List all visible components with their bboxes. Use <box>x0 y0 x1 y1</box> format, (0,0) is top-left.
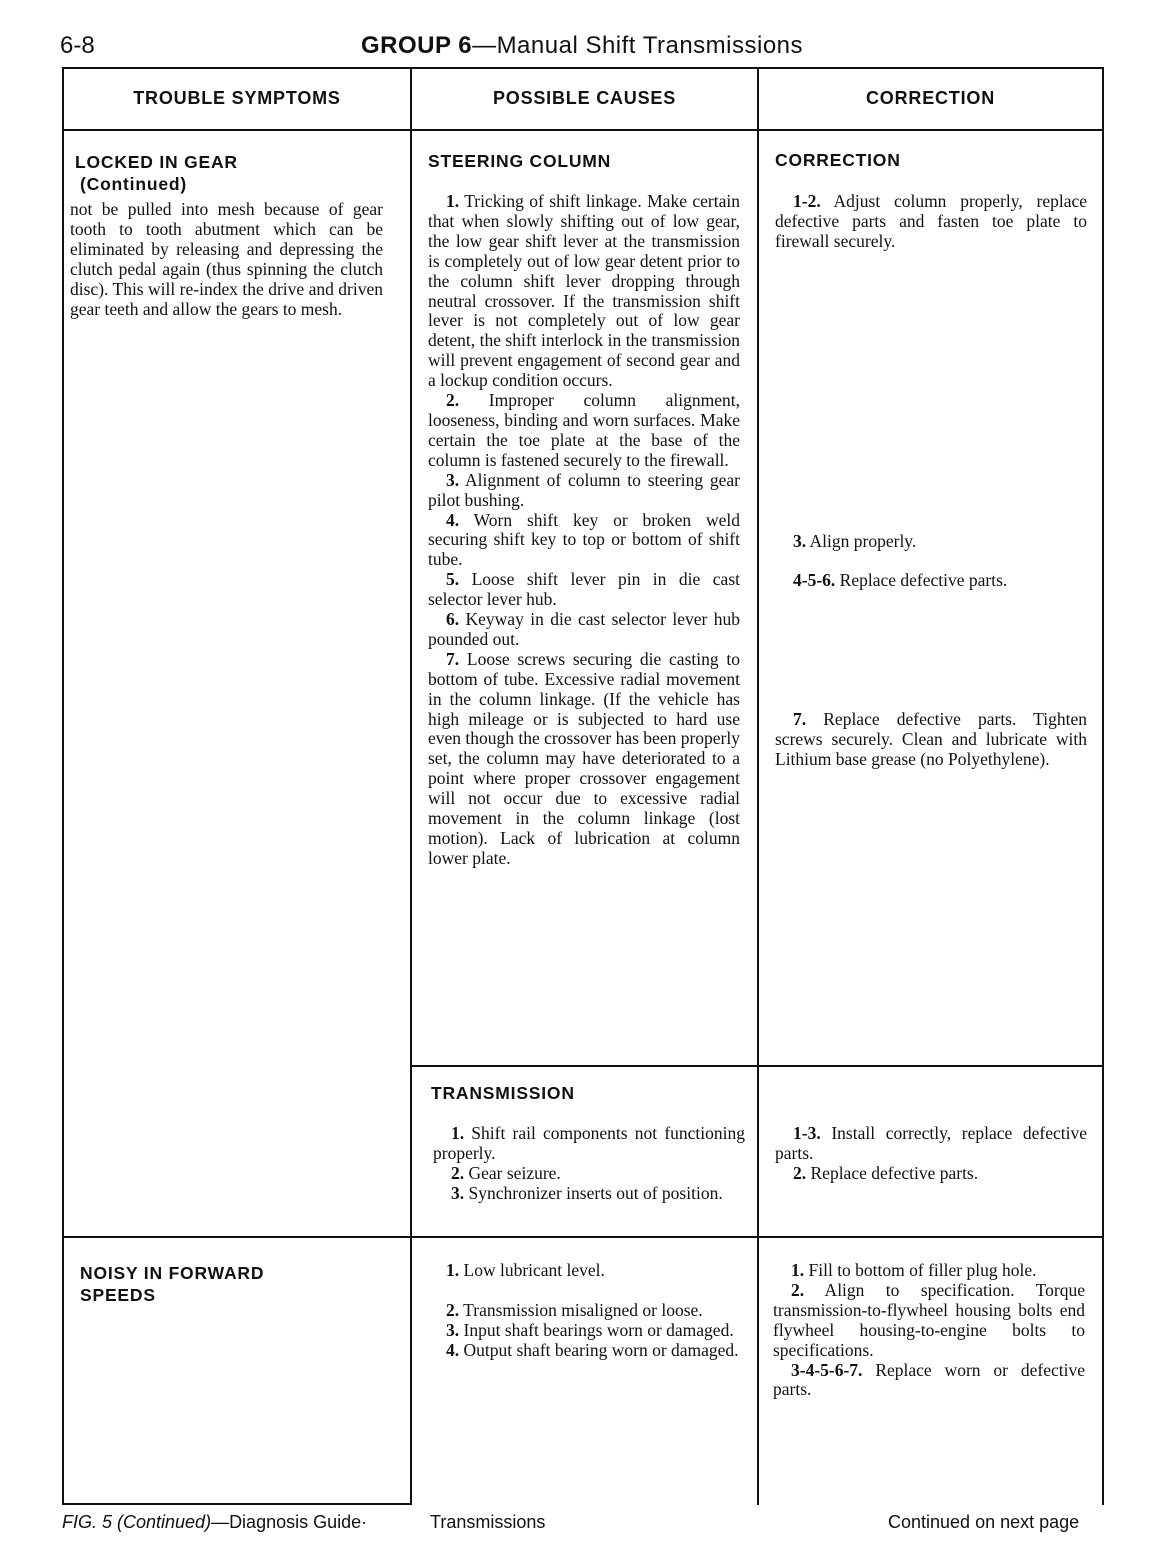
correction-item-1-2: 1-2. Adjust column properly, replace defective parts and fasten toe plate to firewall securely. <box>775 191 1087 251</box>
correction-item-4-5-6: 4-5-6. Replace defective parts. <box>793 570 1008 590</box>
column-header-correction: CORRECTION <box>866 88 995 108</box>
causes-heading-transmission: TRANSMISSION <box>431 1083 575 1103</box>
table-left-border <box>62 67 64 1505</box>
list-item: 1. Tricking of shift linkage. Make certain that when slowly shifting out of low gear, the low gear shift lever at the transmission is completely out of low gear detent prior to the column shift lever dropping through neutral crossover. If the transmission shift lever is not completely out of low gear detent, the shift interlock in the transmission will prevent engagement of second gear and a lockup condition occurs. <box>428 191 740 391</box>
correction-item-3: 3. Align properly. <box>793 531 917 551</box>
causes-list-noisy <box>428 1261 740 1361</box>
figure-label: FIG. 5 (Continued) <box>62 1512 212 1532</box>
list-item: 3. Alignment of column to steering gear pilot bushing. <box>428 469 740 510</box>
list-item: 4. Output shaft bearing worn or damaged. <box>446 1339 739 1360</box>
table-right-border <box>1102 67 1104 1505</box>
list-item: 3. Synchronizer inserts out of position. <box>451 1182 723 1203</box>
list-item: 5. Loose shift lever pin in die cast selector lever hub. <box>428 569 740 610</box>
group-label: GROUP 6 <box>360 32 473 59</box>
correction-item-7: 7. Replace defective parts. Tighten screws securely. Clean and lubricate with Lithium base grease (no Polyethylene). <box>775 709 1087 769</box>
list-item: 7. Loose screws securing die casting to bottom of tube. Excessive radial movement in the column linkage. (If the vehicle has high mileage or is subjected to hard use even though the crossover has been properly set, the column may have deteriorated to a point where proper crossover engagement will not occur due to excessive radial movement in the column linkage (lost motion). Lack of lubrication at column lower plate. <box>428 648 740 868</box>
causes-list-steering-column <box>428 192 740 869</box>
list-item: 6. Keyway in die cast selector lever hub pounded out. <box>428 609 740 649</box>
list-item: 2. Gear seizure. <box>451 1162 561 1183</box>
list-item: 2. Improper column alignment, looseness, binding and worn surfaces. Make certain the toe plate at the base of the column is fastened securely to the firewall. <box>428 390 740 470</box>
continued-note: Continued on next page <box>888 1512 1080 1532</box>
causes-list-transmission <box>433 1124 745 1204</box>
header-bottom-border <box>62 129 1104 131</box>
symptom-title-noisy-in-forward-speeds: NOISY IN FORWARD SPEEDS <box>80 1263 265 1305</box>
group-title: —Manual Shift Transmissions <box>472 32 804 59</box>
table-bottom-border <box>62 1503 412 1505</box>
list-item: 3-4-5-6-7. Replace worn or defective parts. <box>773 1359 1085 1400</box>
column-divider-2 <box>757 67 759 1505</box>
column-header-symptoms: TROUBLE SYMPTOMS <box>133 88 341 108</box>
list-item: 1. Fill to bottom of filler plug hole. <box>791 1260 1037 1280</box>
corrections-list-transmission <box>775 1124 1087 1184</box>
corrections-list-noisy <box>773 1261 1085 1400</box>
list-item: 3. Input shaft bearings worn or damaged. <box>446 1319 734 1340</box>
symptom-text-locked-in-gear: not be pulled into mesh because of gear tooth to tooth abutment which can be eliminated by releasing and depressing the clutch pedal again (thus spinning the clutch disc). This will re-index the drive and driven gear teeth and allow the gears to mesh. <box>70 199 383 319</box>
list-item: 2. Replace defective parts. <box>793 1162 979 1183</box>
page-header <box>0 32 1164 60</box>
figure-caption-subject: Transmissions <box>430 1512 546 1532</box>
figure-caption <box>62 1512 367 1533</box>
list-item: 4. Worn shift key or broken weld securing shift key to top or bottom of shift tube. <box>428 509 740 570</box>
page-number: 6-8 <box>60 32 95 59</box>
list-item: 1. Low lubricant level. <box>446 1260 605 1280</box>
symptom-subtitle-continued: (Continued) <box>80 174 187 194</box>
row-divider-noisy <box>62 1236 1104 1238</box>
figure-caption-text: —Diagnosis Guide· <box>211 1512 368 1532</box>
list-item: 1-3. Install correctly, replace defective parts. <box>775 1123 1087 1163</box>
list-item: 2. Align to specification. Torque transmission-to-flywheel housing bolts end flywheel housing-to-engine bolts to specifications. <box>773 1279 1085 1360</box>
row-divider-transmission <box>410 1065 1104 1067</box>
list-item: 1. Shift rail components not functioning properly. <box>433 1123 745 1163</box>
column-header-causes: POSSIBLE CAUSES <box>492 88 677 108</box>
causes-heading-steering-column: STEERING COLUMN <box>428 151 612 171</box>
column-divider-1 <box>410 67 412 1505</box>
symptom-title-locked-in-gear: LOCKED IN GEAR <box>75 152 238 172</box>
correction-heading: CORRECTION <box>775 150 901 170</box>
list-item: 2. Transmission misaligned or loose. <box>446 1299 703 1320</box>
table-top-border <box>62 67 1104 69</box>
